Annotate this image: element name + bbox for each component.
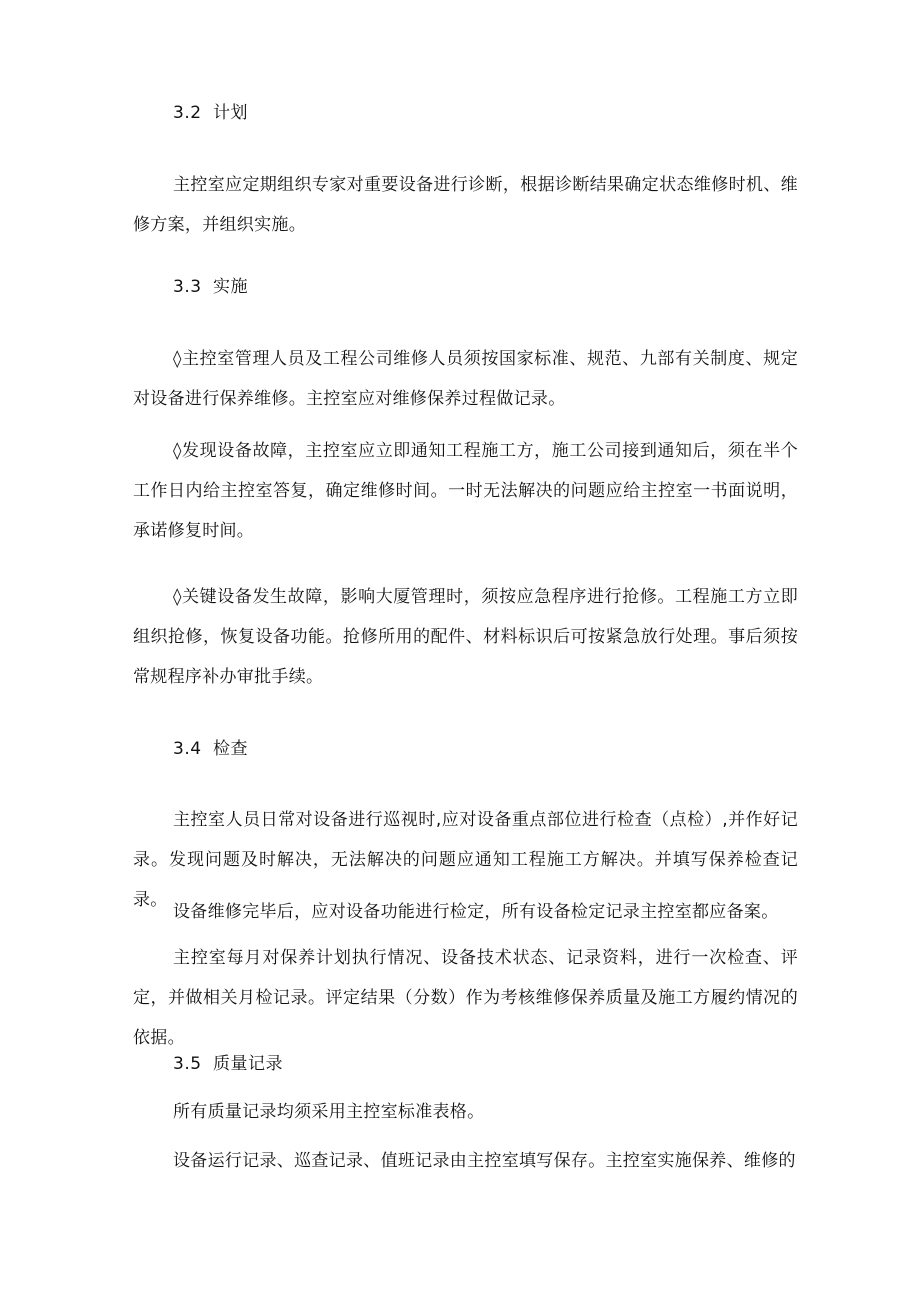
paragraph: 主控室每月对保养计划执行情况、设备技术状态、记录资料，进行一次检查、评定，并做相关月检记录。评定结果（分数）作为考核维修保养质量及施工方履约情况的依据。	[133, 948, 798, 1048]
section-heading-3-2	[173, 101, 248, 125]
section-number: 3.5	[173, 1054, 202, 1074]
paragraph: ◊发现设备故障，主控室应立即通知工程施工方，施工公司接到通知后，须在半个工作日内给主控室答复，确定维修时间。一时无法解决的问题应给主控室一书面说明，承诺修复时间。	[133, 441, 798, 541]
paragraph: ◊主控室管理人员及工程公司维修人员须按国家标准、规范、九部有关制度、规定对设备进行保养维修。主控室应对维修保养过程做记录。	[133, 349, 798, 409]
section-heading-3-5	[173, 1052, 283, 1076]
section-title: 检查	[213, 739, 248, 759]
section-number: 3.4	[173, 739, 202, 759]
section-number: 3.3	[173, 277, 202, 297]
section-number: 3.2	[173, 103, 202, 123]
paragraph: 所有质量记录均须采用主控室标准表格。	[173, 1102, 485, 1122]
section-heading-3-4	[173, 737, 248, 761]
section-title: 实施	[213, 277, 248, 297]
section-title: 计划	[213, 103, 248, 123]
paragraph: ◊关键设备发生故障，影响大厦管理时，须按应急程序进行抢修。工程施工方立即组织抢修，恢复设备功能。抢修所用的配件、材料标识后可按紧急放行处理。事后须按常规程序补办审批手续。	[133, 587, 798, 687]
paragraph: 设备运行记录、巡查记录、值班记录由主控室填写保存。主控室实施保养、维修的	[173, 1151, 796, 1171]
paragraph: 主控室人员日常对设备进行巡视时,应对设备重点部位进行检查（点检）,并作好记录。发现问题及时解决，无法解决的问题应通知工程施工方解决。并填写保养检查记录。	[133, 810, 798, 910]
section-heading-3-3	[173, 275, 248, 299]
section-title: 质量记录	[213, 1054, 283, 1074]
paragraph: 主控室应定期组织专家对重要设备进行诊断，根据诊断结果确定状态维修时机、维修方案，并组织实施。	[133, 175, 798, 235]
paragraph: 设备维修完毕后，应对设备功能进行检定，所有设备检定记录主控室都应备案。	[173, 902, 779, 922]
